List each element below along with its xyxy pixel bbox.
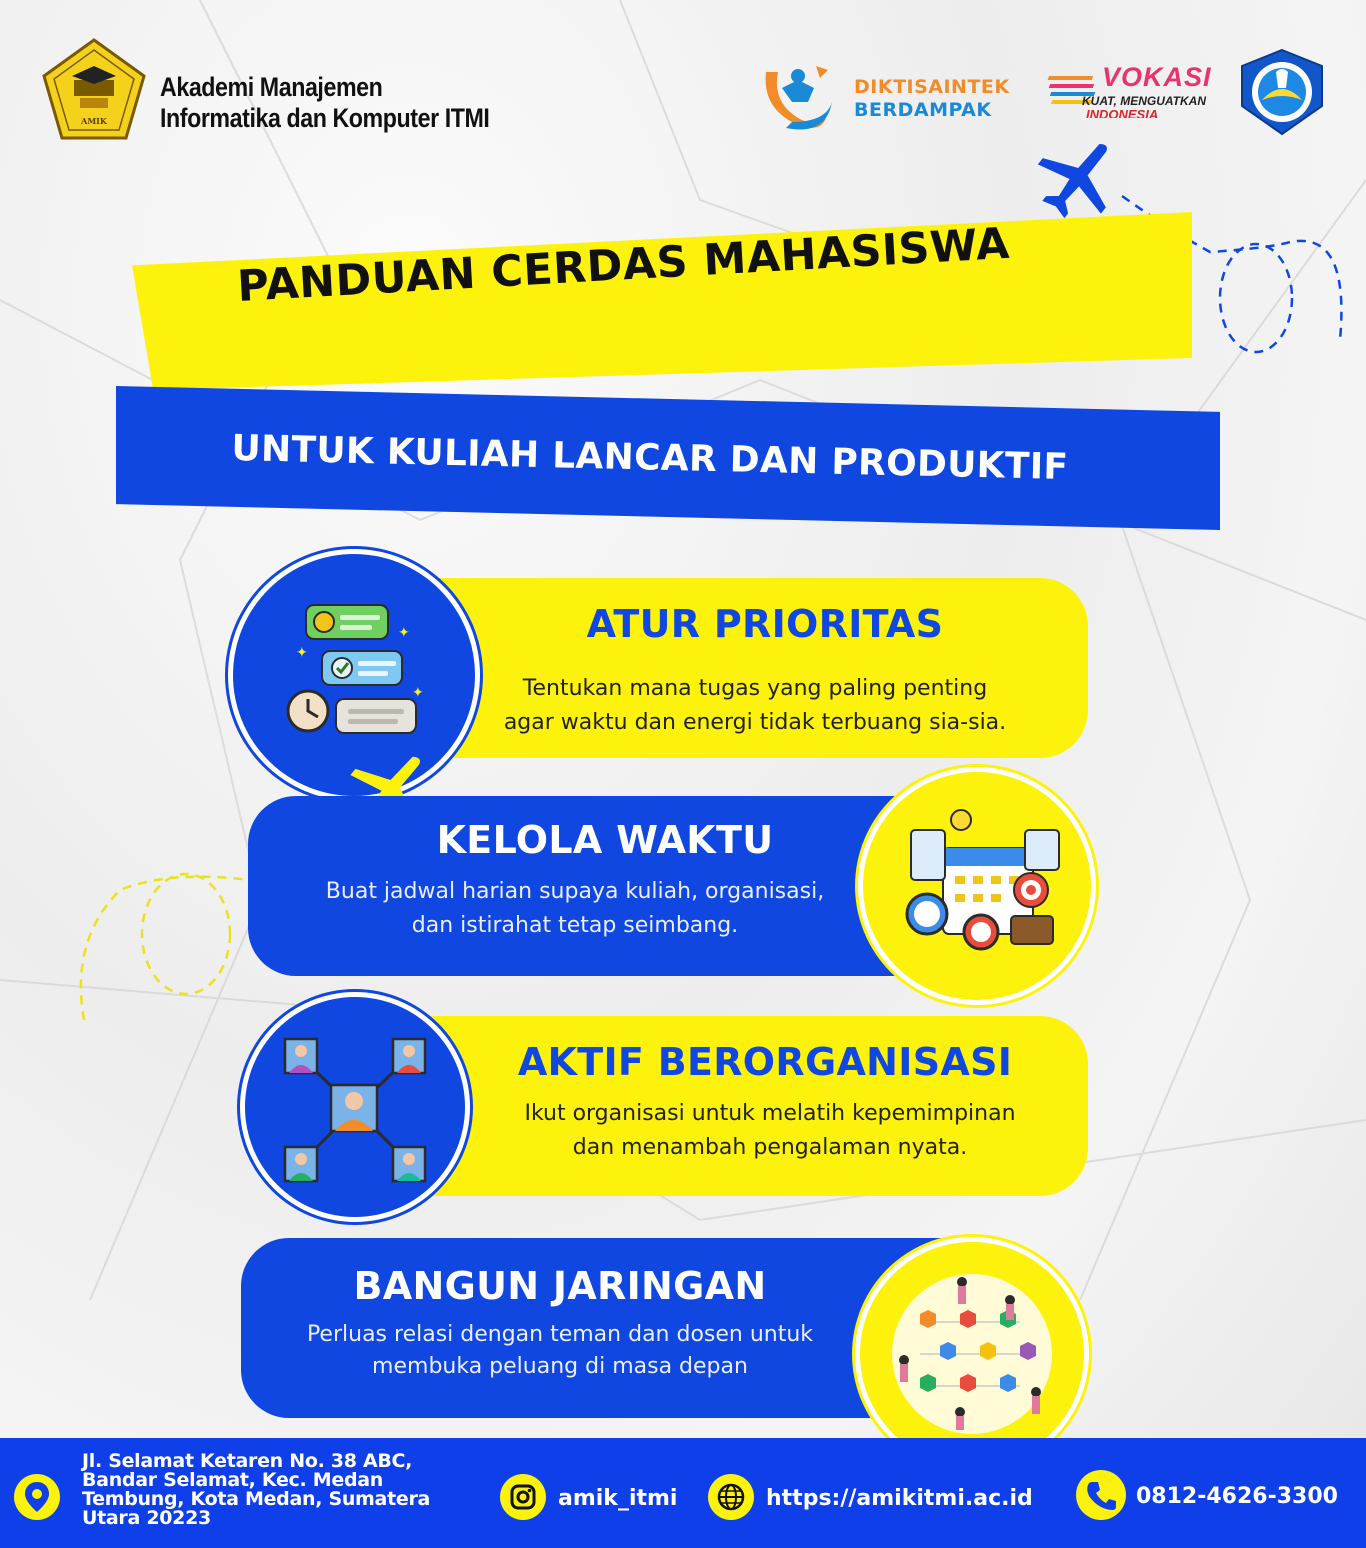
time-management-illustration — [863, 772, 1091, 1000]
instagram-icon-badge[interactable] — [500, 1474, 546, 1520]
organization-illustration — [245, 997, 465, 1217]
instagram-icon — [500, 1474, 546, 1520]
website-icon-badge[interactable] — [708, 1474, 754, 1520]
page-title: PANDUAN CERDAS MAHASISWA — [236, 218, 1011, 312]
card-desc-1b: agar waktu dan energi tidak terbuang sia-sia. — [503, 710, 1007, 735]
phone-icon — [1076, 1470, 1126, 1520]
instagram-handle[interactable]: amik_itmi — [558, 1486, 678, 1511]
vokasi-sub: KUAT, MENGUATKAN — [1082, 94, 1206, 108]
card-desc-2b: dan istirahat tetap seimbang. — [411, 913, 739, 938]
dikti-line1: DIKTISAINTEK — [854, 76, 1010, 98]
org-name — [160, 72, 489, 134]
amik-logo — [40, 36, 148, 144]
vokasi-sub2: INDONESIA — [1086, 107, 1159, 118]
footer — [0, 1438, 1366, 1548]
location-icon-badge — [14, 1474, 60, 1520]
card-title-3: AKTIF BERORGANISASI — [517, 1040, 1013, 1084]
website-link[interactable]: https://amikitmi.ac.id — [766, 1486, 1033, 1511]
networking-illustration — [860, 1242, 1084, 1466]
card-title-2: KELOLA WAKTU — [436, 818, 774, 862]
page-subtitle: UNTUK KULIAH LANCAR DAN PRODUKTIF — [231, 428, 1069, 488]
globe-icon — [708, 1474, 754, 1520]
tut-wuri-emblem-icon — [1238, 48, 1326, 136]
dikti-line2: BERDAMPAK — [854, 99, 992, 121]
diktisaintek-logo — [756, 58, 1026, 138]
card-desc-4a: Perluas relasi dengan teman dan dosen untuk — [306, 1322, 814, 1347]
address-line-4: Utara 20223 — [82, 1507, 211, 1529]
address-line-1: Jl. Selamat Ketaren No. 38 ABC, — [82, 1450, 413, 1472]
vokasi-title: VOKASI — [1102, 62, 1212, 92]
address-block — [82, 1452, 430, 1528]
phone-icon-badge[interactable] — [1076, 1470, 1126, 1520]
card-desc-3a: Ikut organisasi untuk melatih kepemimpinan — [524, 1101, 1016, 1126]
address-line-3: Tembung, Kota Medan, Sumatera — [82, 1488, 431, 1510]
location-pin-icon — [14, 1474, 60, 1520]
card-desc-4b: membuka peluang di masa depan — [372, 1354, 748, 1379]
network-people-icon — [245, 997, 465, 1217]
vokasi-logo — [1046, 60, 1212, 120]
calendar-clock-icon — [863, 772, 1091, 1000]
org-name-line1: Akademi Manajemen — [160, 72, 383, 102]
card-desc-2a: Buat jadwal harian supaya kuliah, organisasi, — [325, 879, 825, 904]
card-title-1: ATUR PRIORITAS — [586, 602, 944, 646]
card-desc-3b: dan menambah pengalaman nyata. — [572, 1135, 968, 1160]
svg-text:✦: ✦ — [412, 685, 424, 701]
svg-text:✦: ✦ — [296, 645, 308, 661]
address-line-2: Bandar Selamat, Kec. Medan — [82, 1469, 383, 1491]
svg-text:✦: ✦ — [398, 625, 410, 641]
org-name-line2: Informatika dan Komputer ITMI — [160, 103, 490, 133]
card-title-4: BANGUN JARINGAN — [353, 1264, 767, 1308]
diktisaintek-emblem-icon — [756, 58, 846, 138]
card-desc-1a: Tentukan mana tugas yang paling penting — [522, 676, 988, 701]
svg-text:AMIK: AMIK — [81, 116, 107, 126]
network-hexagon-icon — [860, 1242, 1084, 1466]
phone-number[interactable]: 0812-4626-3300 — [1136, 1484, 1338, 1509]
